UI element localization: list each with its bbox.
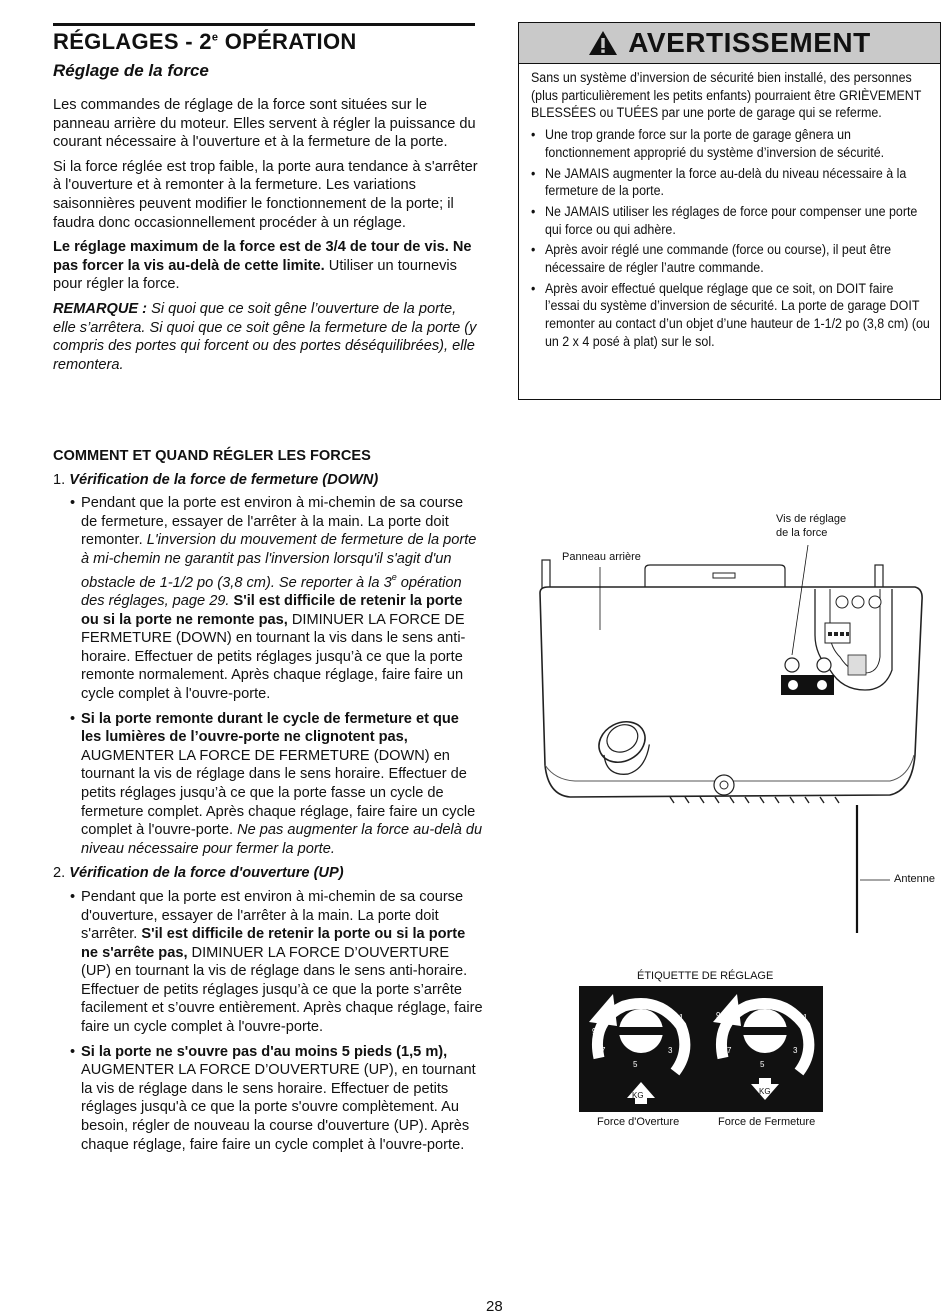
label-close-force: Force de Fermeture — [718, 1116, 816, 1128]
label-back-panel: Panneau arrière — [562, 551, 641, 563]
step-1-heading: 1. Vérification de la force de fermeture (DOWN) — [53, 471, 379, 488]
dial-num: 1 — [803, 1013, 808, 1022]
dial-num: 3 — [793, 1046, 798, 1055]
step-2-bullet-1: • Pendant que la porte est environ à mi-chemin de sa course d'ouverture, essayer de l'arrêter à la main. La porte doit s'arrêter. S'il est difficile de retenir la porte ou si la porte ne s'arrête pas, DIMINUER LA FORCE D’OUVERTURE (UP) en tournant la vis de réglage dans le sens anti-horaire. Effectuer de petits réglages jusqu’à ce que la porte s’arrête facilement et s’ouvre entièrement. Après chaque réglage, faire faire un cycle complet à l'ouvre-porte. — [70, 888, 483, 1036]
dial-num: 1 — [679, 1013, 684, 1022]
label-open-force: Force d'Overture — [597, 1116, 680, 1128]
warning-box — [518, 22, 941, 400]
intro-paragraph-3: Le réglage maximum de la force est de 3/4 de tour de vis. Ne pas forcer la vis au-delà de cette limite. Utiliser un tournevis pour régler la force. — [53, 239, 472, 293]
section-subtitle: Réglage de la force — [53, 61, 209, 80]
warning-bullet: • Ne JAMAIS utiliser les réglages de force pour compenser une porte qui force ou qui adhère. — [531, 203, 918, 237]
label-antenna: Antenne — [894, 873, 935, 885]
warning-header — [519, 23, 940, 64]
kg-label: KG — [759, 1087, 771, 1096]
motor-unit-illustration — [530, 505, 930, 945]
top-rule — [53, 23, 475, 26]
step-2-bullet-2: • Si la porte ne s'ouvre pas d'au moins 5 pieds (1,5 m), AUGMENTER LA FORCE D’OUVERTURE (UP), en tournant la vis de réglage dans le sens horaire. Effectuer de petits réglages jusqu'à ce que la porte s'ouvre complètement. Au besoin, régler de nouveau la course d'ouverture (UP). Après chaque réglage, faire faire un cycle complet à l'ouvre-porte. — [70, 1043, 476, 1153]
dial-num: 5 — [633, 1060, 638, 1069]
warning-title: AVERTISSEMENT — [628, 27, 871, 58]
adjustment-tag-graphic — [579, 986, 823, 1112]
step-1-bullet-1: • Pendant que la porte est environ à mi-chemin de sa course de fermeture, essayer de l'arrêter à la main. La porte doit remonter. L'inversion du mouvement de fermeture de la porte à mi-chemin ne garantit pas l'inversion lorsqu'il s'agit d'un obstacle de 1-1/2 po (3,8 cm). Se reporter à la 3e opération des réglages, page 29. S'il est difficile de retenir la porte ou si la porte ne remonte pas, DIMINUER LA FORCE DE FERMETURE (DOWN) en tournant la vis dans le sens anti-horaire. Effectuer de petits réglages jusqu’à ce que la porte remonte normalement. Après chaque réglage, faire faire un cycle complet à l'ouvre-porte. — [70, 495, 477, 702]
dial-num: 7 — [727, 1046, 732, 1055]
warning-bullet: • Ne JAMAIS augmenter la force au-delà du niveau nécessaire à la fermeture de la porte. — [531, 165, 907, 199]
warning-body — [531, 69, 931, 354]
step-1-bullet-2: • Si la porte remonte durant le cycle de fermeture et que les lumières de l’ouvre-porte ne clignotent pas, AUGMENTER LA FORCE DE FERMETURE (DOWN) en tournant la vis de réglage dans le sens horaire. Effectuer de petits réglages jusqu’à ce que la porte fasse un cycle de fermeture complet. Après chaque réglage, faire faire un cycle complet à l'ouvre-porte. Ne pas augmenter la force au-delà du niveau nécessaire pour fermer la porte. — [70, 710, 483, 857]
warning-intro: Sans un système d’inversion de sécurité bien installé, des personnes (plus particulièrement les petits enfants) pourraient être GRIÈVEMENT BLESSÉES ou TUÉES par une porte de garage qui se referme. — [531, 70, 922, 121]
intro-paragraph-2: Si la force réglée est trop faible, la porte aura tendance à s'arrêter à l'ouverture et à remonter à la fermeture. Les variations saisonnières peuvent modifier le fonctionnement de la porte; il faudra donc occasionnellement procéder à un réglage. — [53, 158, 478, 231]
kg-label: KG — [632, 1091, 644, 1100]
label-adjustment-tag: ÉTIQUETTE DE RÉGLAGE — [637, 970, 774, 982]
dial-num: 3 — [668, 1046, 673, 1055]
section-title: COMMENT ET QUAND RÉGLER LES FORCES — [53, 448, 371, 464]
intro-note: REMARQUE : Si quoi que ce soit gêne l’ouverture de la porte, elle s’arrêtera. Si quoi que ce soit gêne la fermeture de la porte (y compris des portes qui forcent ou des portes déséquilibrées), elle remontera. — [53, 300, 477, 373]
label-adjustment-screw: Vis de réglage de la force — [776, 513, 847, 539]
dial-num: 9 — [592, 1027, 597, 1036]
dial-num: 9 — [716, 1011, 721, 1020]
step-2-heading: 2. Vérification de la force d'ouverture (UP) — [53, 865, 344, 882]
warning-bullet: • Après avoir effectué quelque réglage que ce soit, on DOIT faire l’essai du système d’inversion de sécurité. La porte de garage DOIT remonter au contact d’un objet d’une hauteur de 1-1/2 po (3,8 cm) (ou un 2 x 4 posé à plat) sur le sol. — [531, 280, 930, 349]
warning-bullet: • Une trop grande force sur la porte de garage gênera un fonctionnement approprié du système d’inversion de sécurité. — [531, 127, 885, 160]
adjust-forces-section — [53, 447, 483, 1160]
warning-bullet: • Après avoir réglé une commande (force ou course), il peut être nécessaire de régler l’autre commande. — [531, 242, 892, 276]
dial-num: 5 — [760, 1060, 765, 1069]
intro-paragraph-1: Les commandes de réglage de la force sont situées sur le panneau arrière du moteur. Elles servent à régler la puissance du courant nécessaire à l'ouverture et à la fermeture de la porte. — [53, 97, 476, 151]
warning-triangle-icon — [588, 30, 618, 56]
page-title: RÉGLAGES - 2e OPÉRATION — [53, 29, 357, 54]
page-number: 28 — [486, 1298, 503, 1315]
intro-text — [53, 96, 478, 380]
dial-num: 7 — [601, 1046, 606, 1055]
